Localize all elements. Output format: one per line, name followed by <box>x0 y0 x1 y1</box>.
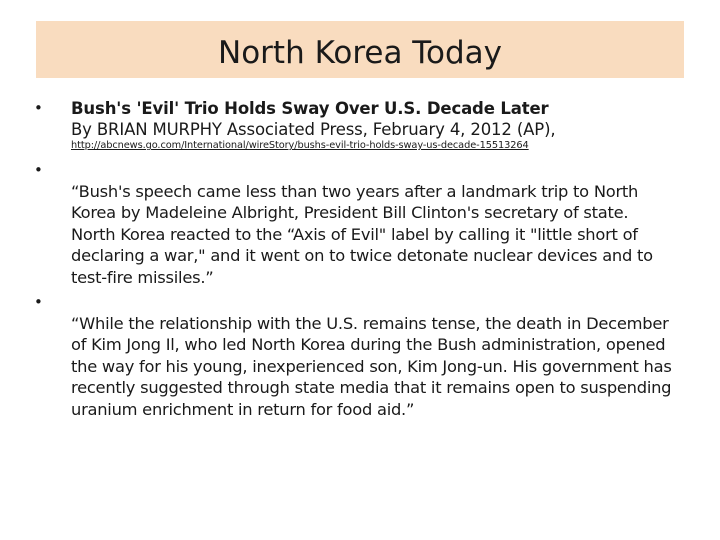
quote-paragraph-2: “While the relationship with the U.S. remains tense, the death in December of Kim Jong Il, who led North Korea during the Bush administration, opened the way for his young, inexperienced son, Kim Jong-un. His government has recently suggested through state media that it remains open to suspending uranium enrichment in return for food aid.” <box>71 314 672 419</box>
bullet-marker-3: • <box>34 293 43 311</box>
quote-paragraph-1: “Bush's speech came less than two years after a landmark trip to North Korea by Madeleine Albright, President Bill Clinton's secretary of state. North Korea reacted to the “Axis of Evil" label by calling it "little short of declaring a war," and it went on to twice detonate nuclear devices and to test-fire missiles.” <box>71 182 653 287</box>
title-banner <box>36 21 684 78</box>
slide-title: North Korea Today <box>218 34 502 71</box>
article-source-link[interactable]: http://abcnews.go.com/International/wireStory/bushs-evil-trio-holds-sway-us-decade-15513264 <box>71 140 529 151</box>
article-headline: Bush's 'Evil' Trio Holds Sway Over U.S. Decade Later <box>71 99 549 118</box>
article-byline: By BRIAN MURPHY Associated Press, February 4, 2012 (AP), <box>71 120 556 139</box>
bullet-marker-2: • <box>34 161 43 179</box>
bullet-marker-1: • <box>34 99 43 117</box>
